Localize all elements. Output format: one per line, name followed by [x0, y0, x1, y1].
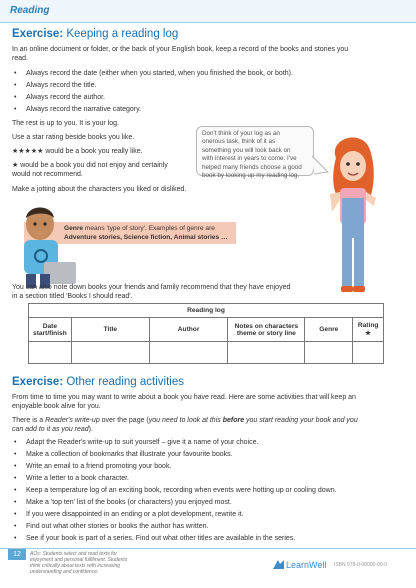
list-item: • Write a letter to a book character. [14, 475, 129, 482]
ex2-intro-line-1: From time to time you may want to write about a book you have read. Here are some activities that will keep an [12, 394, 356, 401]
boy-with-laptop-illustration [4, 200, 82, 290]
friends-line-2: in a section titled 'Books I should read'. [12, 293, 133, 300]
column-header: Title [71, 318, 149, 342]
page-number: 12 [8, 549, 26, 560]
five-star-text: ★★★★★ would be a book you really like. [12, 148, 143, 155]
exercise-heading-2 [12, 376, 184, 388]
footer-divider [0, 548, 416, 549]
intro-line-1: In an online document or folder, or the back of your English book, keep a record of the books and stories you [12, 46, 349, 53]
column-header: Notes on characters theme or story line [228, 318, 305, 342]
reading-log-table [28, 303, 384, 364]
writeup-line-1: There is a Reader's write-up over the page (you need to look at this before you start reading your book and you [12, 417, 358, 424]
column-header: Date start/finish [29, 318, 72, 342]
footer-note: AOs: Students select and read texts for enjoyment and personal fulfilment. Students think critically about texts with increasing understanding and confidence. [30, 551, 128, 575]
friends-line-1: You can also note down books your friends and family recommend that they have enjoyed [12, 284, 291, 291]
isbn-text: ISBN 978-0-00000-00-0 [334, 562, 388, 568]
rest-text: The rest is up to you. It is your log. [12, 120, 119, 127]
list-item: • Always record the title. [14, 82, 97, 89]
learnwell-logo-icon [272, 558, 285, 571]
exercise-title: Other reading activities [66, 376, 184, 388]
intro-line-2: read. [12, 55, 28, 62]
list-item: • Always record the author. [14, 94, 105, 101]
list-item: • Always record the narrative category. [14, 106, 142, 113]
column-header: Author [149, 318, 227, 342]
girl-character-illustration [318, 128, 388, 303]
page-header [0, 0, 416, 23]
exercise-label: Exercise: [12, 28, 64, 40]
one-star-line-2: would not recommend. [12, 171, 83, 178]
table-title: Reading log [29, 304, 384, 318]
table-row [29, 342, 384, 364]
list-item: • Find out what other stories or books the author has written. [14, 523, 209, 530]
list-item: • See if your book is part of a series. Find out what other titles are available in the series. [14, 535, 296, 542]
list-item: • Make a collection of bookmarks that illustrate your favourite books. [14, 451, 233, 458]
section-title: Reading [10, 5, 50, 16]
star-rating-text: Use a star rating beside books you like. [12, 134, 135, 141]
exercise-heading-1 [12, 28, 178, 40]
list-item: • Keep a temperature log of an exciting book, recording when events were hotting up or cooling down. [14, 487, 337, 494]
one-star-line-1: ★ would be a book you did not enjoy and certainly [12, 162, 168, 169]
column-header: Rating ★ [353, 318, 384, 342]
genre-definition: Genre means 'type of story'. Examples of genre are Adventure stories, Science fiction, Animal stories … [64, 225, 228, 241]
column-header: Genre [305, 318, 353, 342]
writeup-line-2: can add to it as you read). [12, 426, 93, 433]
list-item: • Make a 'top ten' list of the books (or characters) you enjoyed most. [14, 499, 232, 506]
jotting-text: Make a jotting about the characters you liked or disliked. [12, 186, 187, 193]
brand-name: LearnWell [286, 560, 327, 570]
list-item: • Write an email to a friend promoting your book. [14, 463, 172, 470]
list-item: • Adapt the Reader's write-up to suit yourself – give it a name of your choice. [14, 439, 259, 446]
exercise-label: Exercise: [12, 376, 64, 388]
speech-bubble: Don't think of your log as an onerous task, think of it as something you will look back on with interest in years to come. I've helped many friends choose a good book by looking up my reading log. [196, 126, 314, 176]
exercise-title: Keeping a reading log [66, 28, 179, 40]
list-item: • Always record the date (either when you started, when you finished the book, or both). [14, 70, 293, 77]
ex2-intro-line-2: enjoyable book alive for you. [12, 403, 101, 410]
list-item: • If you were disappointed in an ending or a plot development, rewrite it. [14, 511, 244, 518]
